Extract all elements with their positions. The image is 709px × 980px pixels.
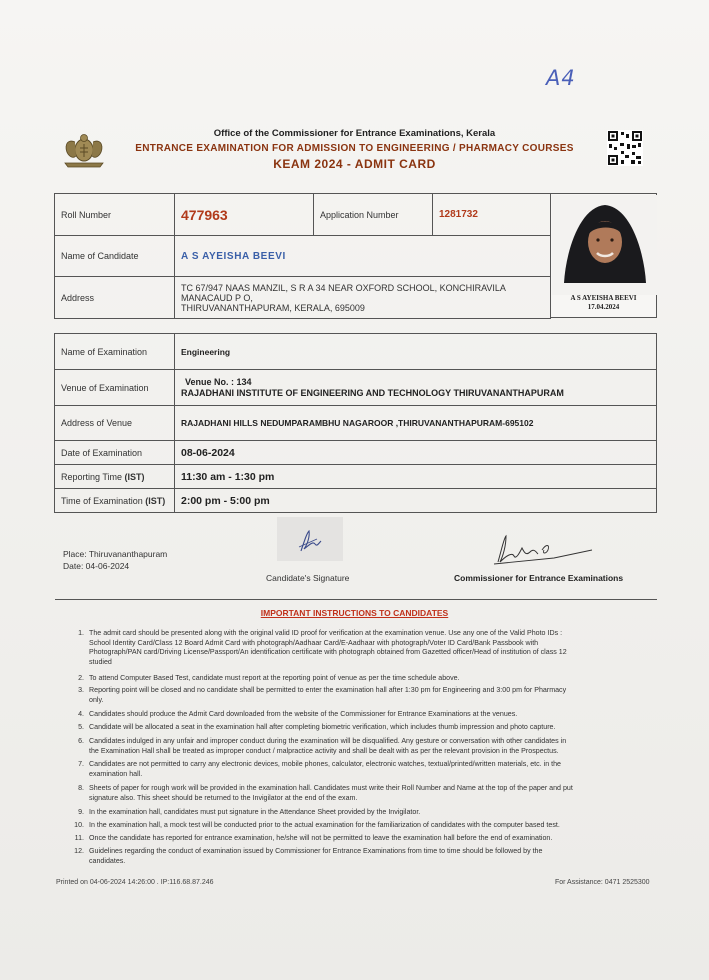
address-label: Address [55, 277, 175, 319]
reporting-time-label: Reporting Time [61, 471, 123, 482]
instruction-text [89, 737, 661, 756]
candidate-name-value: A S AYEISHA BEEVI [181, 250, 286, 262]
photo-caption-name: A S AYEISHA BEEVI [570, 294, 637, 302]
instruction-line: Guidelines regarding the conduct of examination issued by Commissioner for Entrance Examinations from time to time should be followed by the [89, 847, 543, 855]
instruction-text [89, 723, 661, 733]
instruction-number: 5. [78, 723, 84, 731]
exam-heading: ENTRANCE EXAMINATION FOR ADMISSION TO ENGINEERING / PHARMACY COURSES [135, 143, 574, 154]
roll-number-label: Roll Number [55, 194, 175, 236]
instruction-line: School Identity Card/Class 12 Board Admit Card with photograph/Aadhaar Card/E-Aadhaar with photograph/Voter ID Card/Bank Passbook with [89, 638, 539, 647]
instruction-line: Candidates should produce the Admit Card downloaded from the website of the Commissioner for Entrance Examinations at the venues. [89, 710, 518, 718]
exam-date-label: Date of Examination [55, 441, 175, 465]
instruction-text [89, 710, 661, 720]
instruction-text [89, 674, 661, 684]
venue-name: RAJADHANI INSTITUTE OF ENGINEERING AND TECHNOLOGY THIRUVANANTHAPURAM [181, 387, 564, 398]
instruction-line: studied [89, 657, 112, 666]
place-text: Place: Thiruvananthapuram [63, 549, 168, 559]
qr-code-icon [607, 130, 643, 166]
instruction-number: 8. [78, 784, 84, 792]
instruction-text [89, 760, 661, 779]
exam-time-label: Time of Examination [61, 495, 143, 506]
address-line-1: TC 67/947 NAAS MANZIL, S R A 34 NEAR OXFORD SCHOOL, KONCHIRAVILA MANACAUD P O, [181, 282, 506, 303]
instruction-text [89, 629, 661, 667]
roll-number-value: 477963 [181, 206, 228, 223]
handwritten-annotation: A4 [546, 66, 576, 90]
instruction-line: only. [89, 695, 104, 704]
venue-address-value: RAJADHANI HILLS NEDUMPARAMBHU NAGAROOR ,THIRUVANANTHAPURAM-695102 [181, 418, 534, 428]
exam-name-value: Engineering [181, 346, 231, 357]
assistance-info: For Assistance: 0471 2525300 [555, 879, 650, 886]
instruction-line: Candidates are not permitted to carry any electronic devices, mobile phones, calculator, electronic watches, textual/printed/written materials, etc. in the [89, 760, 561, 768]
office-heading: Office of the Commissioner for Entrance Examinations, Kerala [213, 128, 496, 139]
venue-address-label: Address of Venue [55, 406, 175, 441]
reporting-time-value: 11:30 am - 1:30 pm [181, 470, 275, 483]
instruction-line: signature also. This sheet should be returned to the Invigilator at the end of the exam. [89, 793, 358, 802]
instruction-number: 9. [78, 808, 84, 816]
instruction-number: 11. [74, 834, 84, 842]
printed-info: Printed on 04-06-2024 14:26:00 . IP:116.68.87.246 [56, 879, 214, 886]
instruction-number: 2. [78, 674, 84, 682]
admit-card-title: KEAM 2024 - ADMIT CARD [273, 157, 436, 171]
instruction-number: 3. [78, 686, 84, 694]
instruction-line: Once the candidate has reported for entrance examination, he/she will not be permitted to leave the examination hall before the end of examination. [89, 834, 553, 842]
instruction-text [89, 808, 661, 818]
candidate-details-table [54, 193, 551, 319]
application-number-label: Application Number [314, 194, 433, 236]
instruction-line: The admit card should be presented along with the original valid ID proof for verification at the examination venue. Use any one of the Valid Photo IDs : [89, 629, 563, 637]
divider [55, 599, 657, 600]
instruction-number: 7. [78, 760, 84, 768]
candidate-signature-label: Candidate's Signature [266, 573, 350, 583]
instruction-number: 1. [78, 629, 84, 637]
instruction-line: Reporting point will be closed and no candidate shall be permitted to enter the examination hall after 1:30 pm for Engineering and 3:00 pm for Pharmacy [89, 686, 567, 694]
venue-label: Venue of Examination [55, 370, 175, 406]
instruction-line: Photograph/PAN card/Driving License/Passport/An identification certificate with photograph obtained from Gazetted officer/Head of institution of class 12 [89, 648, 567, 657]
instruction-line: Sheets of paper for rough work will be provided in the examination hall. Candidates must write their Roll Number and Name at the top of the paper and put [89, 784, 573, 792]
exam-time-value: 2:00 pm - 5:00 pm [181, 494, 270, 507]
instruction-line: examination hall. [89, 769, 143, 778]
instruction-line: In the examination hall, a mock test will be conducted prior to the actual examination for the familiarization of candidates with the computer based test. [89, 821, 560, 829]
address-line-2: THIRUVANANTHAPURAM, KERALA, 695009 [181, 302, 365, 313]
application-number-value: 1281732 [439, 209, 478, 220]
instruction-text [89, 847, 661, 866]
commissioner-signature [484, 530, 594, 570]
instruction-number: 6. [78, 737, 84, 745]
instruction-line: candidates. [89, 856, 126, 865]
instruction-number: 10. [74, 821, 84, 829]
instruction-line: the Examination Hall shall be treated as improper conduct / malpractice activity and shall be dealt with as per the relevant provision in the Prospectus. [89, 746, 559, 755]
candidate-name-label: Name of Candidate [55, 236, 175, 277]
instruction-line: In the examination hall, candidates must put signature in the Attendance Sheet provided by the Invigilator. [89, 808, 421, 816]
commissioner-signature-label: Commissioner for Entrance Examinations [454, 573, 624, 583]
candidate-photo [552, 195, 657, 295]
instruction-text [89, 784, 661, 803]
photo-caption-date: 17.04.2024 [587, 303, 620, 311]
instruction-text [89, 686, 661, 705]
reporting-tz: (IST) [124, 471, 145, 482]
candidate-signature [277, 517, 343, 561]
exam-time-tz: (IST) [145, 495, 166, 506]
instruction-text [89, 821, 661, 831]
instruction-line: Candidate will be allocated a seat in the examination hall after completing biometric verification, which includes thumb impression and photo capture. [89, 723, 556, 731]
exam-date-value: 08-06-2024 [181, 446, 235, 459]
candidate-signature-box [277, 517, 343, 561]
exam-details-table [54, 333, 657, 513]
date-text: Date: 04-06-2024 [63, 561, 130, 571]
instruction-line: To attend Computer Based Test, candidate must report at the reporting point of venue as per the time schedule above. [89, 674, 460, 682]
instruction-text [89, 834, 661, 844]
instruction-number: 4. [78, 710, 84, 718]
venue-number: Venue No. : 134 [185, 376, 252, 387]
instructions-title: IMPORTANT INSTRUCTIONS TO CANDIDATES [260, 608, 449, 618]
instruction-number: 12. [74, 847, 84, 855]
instruction-line: Candidates indulged in any unfair and improper conduct during the examination will be disqualified. Any gesture or conversation with other candidates in [89, 737, 567, 745]
exam-name-label: Name of Examination [55, 334, 175, 370]
